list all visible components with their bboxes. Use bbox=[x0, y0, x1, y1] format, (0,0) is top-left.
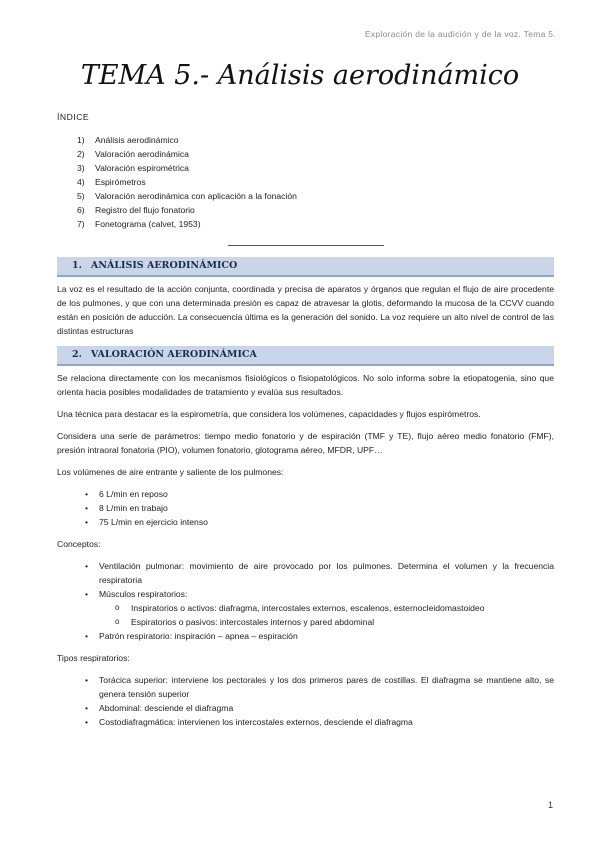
section-title: VALORACIÓN AERODINÁMICA bbox=[90, 349, 257, 360]
list-item: • 8 L/min en trabajo bbox=[85, 501, 554, 515]
section-number: 2. bbox=[72, 349, 82, 360]
list-item: • Patrón respiratorio: inspiración – apnea – espiración bbox=[85, 629, 554, 643]
index-list bbox=[57, 133, 554, 231]
paragraph: Considera una serie de parámetros: tiempo medio fonatorio y de espiración (TMF y TE), flujo aéreo medio fonatorio (FMF), presión intraoral fonatoria (PIO), volumen fonatorio, glotograma aéreo, MFDR, UPF… bbox=[57, 431, 554, 455]
list-item-label: Músculos respiratorios: bbox=[99, 589, 188, 599]
page-title: TEMA 5.- Análisis aerodinámico bbox=[80, 60, 520, 91]
sub-list-item: o Espiratorios o pasivos: intercostales internos y pared abdominal bbox=[115, 615, 554, 629]
list-item bbox=[85, 587, 554, 629]
conceptos-list bbox=[57, 559, 554, 643]
sub-list bbox=[99, 601, 554, 629]
tipos-label: Tipos respiratorios: bbox=[57, 653, 130, 663]
document-body bbox=[57, 110, 554, 737]
list-item: • 6 L/min en reposo bbox=[85, 487, 554, 501]
conceptos-label: Conceptos: bbox=[57, 539, 101, 549]
list-item: • Abdominal: desciende el diafragma bbox=[85, 701, 554, 715]
list-item: • Costodiafragmática: intervienen los intercostales externos, desciende el diafragma bbox=[85, 715, 554, 729]
paragraph: Los volúmenes de aire entrante y saliente de los pulmones: bbox=[57, 467, 284, 477]
index-item: 3) Valoración espirométrica bbox=[77, 163, 189, 173]
index-item: 4) Espirómetros bbox=[77, 177, 146, 187]
index-label: ÍNDICE bbox=[57, 112, 90, 122]
running-header: Exploración de la audición y de la voz. Tema 5. bbox=[364, 29, 556, 39]
page-number: 1 bbox=[547, 800, 553, 810]
paragraph: La voz es el resultado de la acción conjunta, coordinada y precisa de aparatos y órganos que regulan el flujo de aire procedente de los pulmones, y que con una determinada presión es capaz de atravesar la glotis, deformando la mucosa de la CCVV cuando están en posición de aducción. La consecuencia última es la generación del sonido. La voz requiere un alto nivel de control de las distintas estructuras bbox=[57, 284, 554, 336]
list-item: • 75 L/min en ejercicio intenso bbox=[85, 515, 554, 529]
index-item: 1) Análisis aerodinámico bbox=[77, 135, 179, 145]
index-item: 5) Valoración aerodinámica con aplicación a la fonación bbox=[77, 191, 297, 201]
sub-list-item: o Inspiratorios o activos: diafragma, intercostales externos, escalenos, esternocleidomastoideo bbox=[115, 601, 554, 615]
section-title: ANÁLISIS AERODINÁMICO bbox=[90, 260, 238, 271]
section-number: 1. bbox=[72, 260, 82, 271]
paragraph: Una técnica para destacar es la espirometría, que considera los volúmenes, capacidades y flujos espirómetros. bbox=[57, 409, 481, 419]
tipos-list bbox=[57, 673, 554, 729]
divider bbox=[228, 245, 384, 246]
section-heading-1 bbox=[57, 257, 554, 277]
index-item: 7) Fonetograma (calvet, 1953) bbox=[77, 219, 201, 229]
list-item: • Torácica superior: interviene los pectorales y los dos primeros pares de costillas. El diafragma se mantiene alto, se genera tensión superior bbox=[85, 673, 554, 701]
paragraph: Se relaciona directamente con los mecanismos fisiológicos o fisiopatológicos. No solo informa sobre la etiopatogenia, sino que orienta hacia posibles modalidades de tratamiento y evalúa sus resultados. bbox=[57, 373, 554, 397]
volumes-list bbox=[57, 487, 554, 529]
section-heading-2 bbox=[57, 346, 554, 366]
list-item: • Ventilación pulmonar: movimiento de aire provocado por los pulmones. Determina el volumen y la frecuencia respiratoria bbox=[85, 559, 554, 587]
index-item: 6) Registro del flujo fonatorio bbox=[77, 205, 195, 215]
index-item: 2) Valoración aerodinámica bbox=[77, 149, 189, 159]
